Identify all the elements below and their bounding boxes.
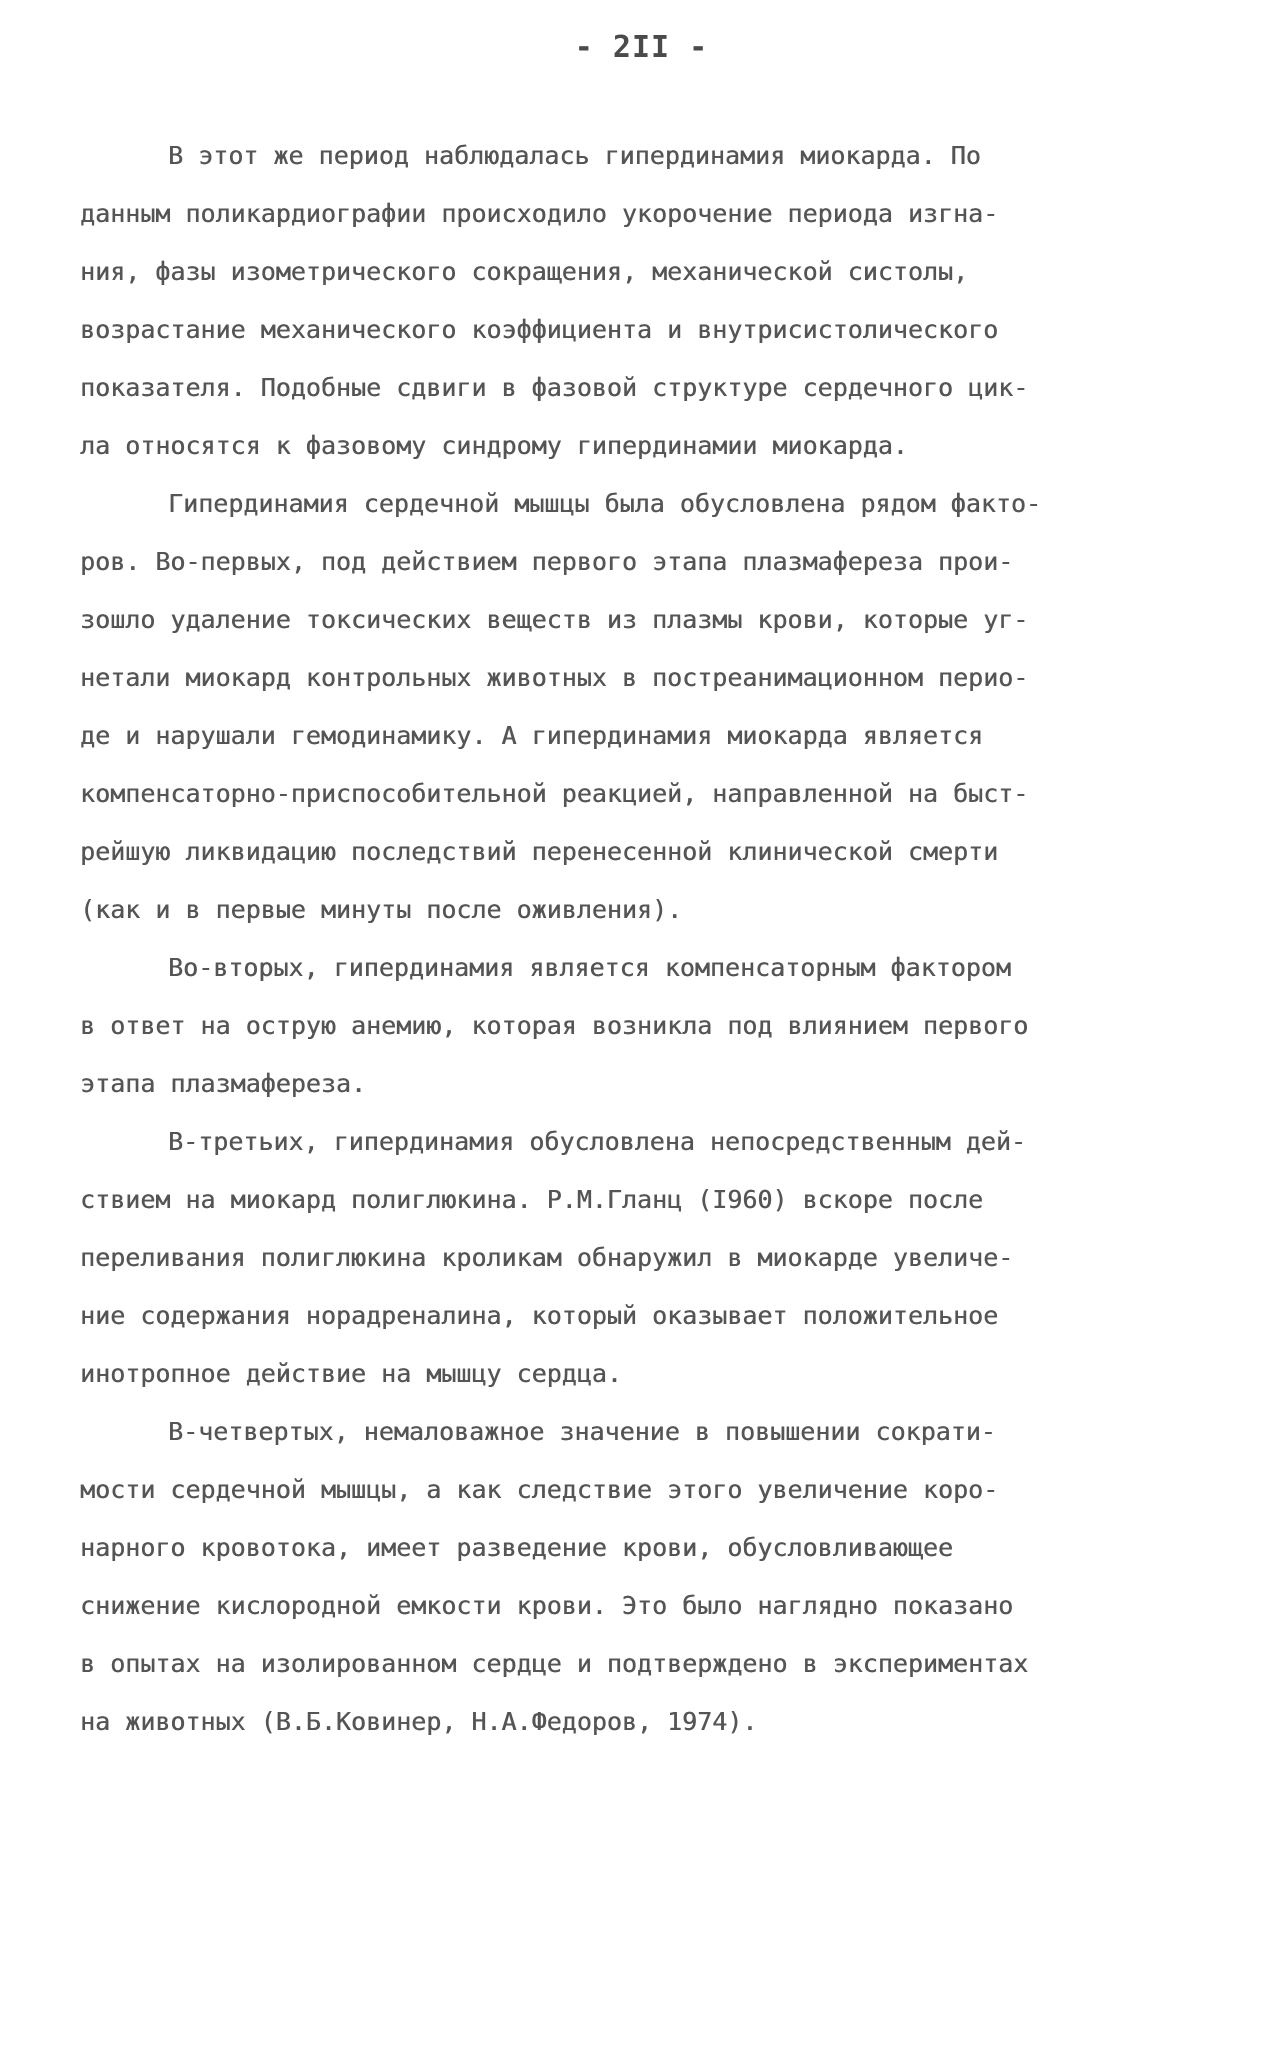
- text-line: снижение кислородной емкости крови. Это было наглядно показано: [80, 1591, 1014, 1620]
- text-line: показателя. Подобные сдвиги в фазовой структуре сердечного цик-: [80, 373, 1029, 402]
- text-line: на животных (В.Б.Ковинер, Н.А.Федоров, 1974).: [80, 1707, 758, 1736]
- text-line: в опытах на изолированном сердце и подтверждено в экспериментах: [80, 1649, 1029, 1678]
- text-line: ние содержания норадреналина, который оказывает положительное: [80, 1301, 999, 1330]
- text-line: инотропное действие на мышцу сердца.: [80, 1359, 622, 1388]
- text-line: нарного кровотока, имеет разведение крови, обусловливающее: [80, 1533, 953, 1562]
- page-number: - 2II -: [574, 30, 709, 65]
- text-line: ров. Во-первых, под действием первого этапа плазмафереза прои-: [80, 547, 1014, 576]
- body-text: [80, 127, 1190, 1751]
- text-line: рейшую ликвидацию последствий перенесенной клинической смерти: [80, 837, 999, 866]
- text-line: компенсаторно-приспособительной реакцией, направленной на быст-: [80, 779, 1029, 808]
- text-line: зошло удаление токсических веществ из плазмы крови, которые уг-: [80, 605, 1029, 634]
- text-line: переливания полиглюкина кроликам обнаружил в миокарде увеличе-: [80, 1243, 1014, 1272]
- text-line: ла относятся к фазовому синдрому гипердинамии миокарда.: [80, 431, 908, 460]
- text-line: Во-вторых, гипердинамия является компенсаторным фактором: [168, 953, 1011, 982]
- text-line: де и нарушали гемодинамику. А гипердинамия миокарда является: [80, 721, 984, 750]
- text-line: этапа плазмафереза.: [80, 1069, 366, 1098]
- text-line: ния, фазы изометрического сокращения, механической систолы,: [80, 257, 969, 286]
- text-line: В-четвертых, немаловажное значение в повышении сократи-: [168, 1417, 996, 1446]
- text-line: Гипердинамия сердечной мышцы была обусловлена рядом факто-: [168, 489, 1041, 518]
- text-line: данным поликардиографии происходило укорочение периода изгна-: [80, 199, 999, 228]
- text-line: ствием на миокард полиглюкина. Р.М.Гланц (I960) вскоре после: [80, 1185, 984, 1214]
- text-line: нетали миокард контрольных животных в постреанимационном перио-: [80, 663, 1029, 692]
- text-line: В-третьих, гипердинамия обусловлена непосредственным дей-: [168, 1127, 1026, 1156]
- text-line: мости сердечной мышцы, а как следствие этого увеличение коро-: [80, 1475, 999, 1504]
- text-line: (как и в первые минуты после оживления).: [80, 895, 683, 924]
- text-line: возрастание механического коэффициента и внутрисистолического: [80, 315, 999, 344]
- text-line: В этот же период наблюдалась гипердинамия миокарда. По: [168, 141, 981, 170]
- text-line: в ответ на острую анемию, которая возникла под влиянием первого: [80, 1011, 1029, 1040]
